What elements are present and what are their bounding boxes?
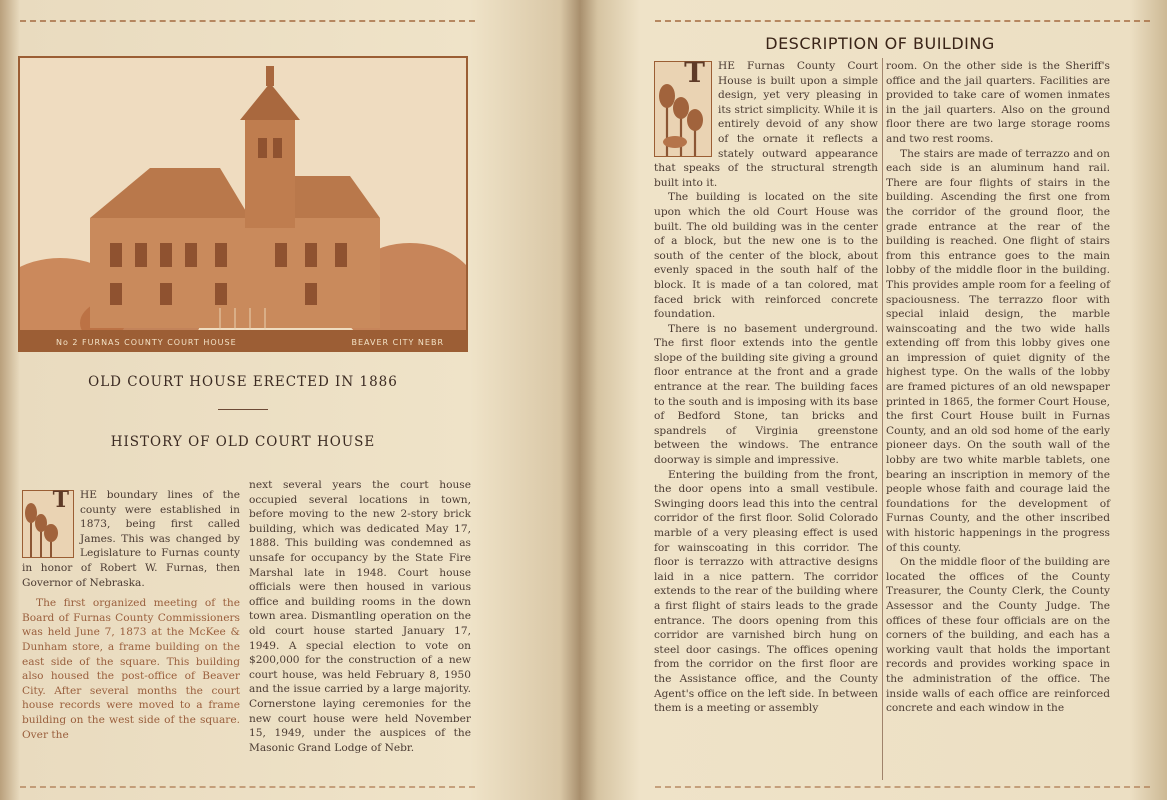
photo-caption-left: No 2 FURNAS COUNTY COURT HOUSE [56, 338, 237, 347]
description-paragraph-1: HE Furnas County Court House is built upon a simple design, yet very pleasing in its strict simplicity. While it is entirely devoid of any show of the ornate it reflects a stately outward appearance that speaks of the structural strength built into it. [654, 60, 878, 189]
history-column-2 [249, 478, 471, 755]
history-paragraph-2: The first organized meeting of the Board of Furnas County Commissioners was held June 7, 1873 at the McKee & Dunham store, a frame building on the east side of the square. This building also housed the post-office of Beaver City. After several months the court house records were moved to a frame building on the west side of the square. Over the [22, 597, 240, 741]
initial-letter: T [684, 56, 705, 89]
top-rule-left [20, 20, 475, 22]
description-paragraph-3: There is no basement underground. The first floor extends into the gentle slope of the building site giving a ground floor entrance at the front and a grade entrance at the rear. The building faces to the south and is imposing with its base of Bedford Stone, tan bricks and spandrels of Virginia greenstone between the windows. The entrance doorway is simple and impressive. [654, 322, 878, 467]
drop-cap-t-history [22, 487, 74, 558]
description-column-2 [886, 59, 1110, 716]
history-column-1 [22, 488, 240, 742]
history-paragraph-3: next several years the court house occupied several locations in town, before moving to the new 2-story brick building, which was dedicated May 17, 1888. This building was condemned as unsafe for occupancy by the State Fire Marshal late in 1948. Court house officials were then housed in various office and building rooms in the down town area. Dismantling operation on the old court house started January 17, 1949. A special election to vote on $200,000 for the construction of a new court house, was held February 8, 1950 and the issue carried by a large majority. Cornerstone laying ceremonies for the new court house were held November 15, 1949, under the auspices of the Masonic Grand Lodge of Nebr. [249, 479, 471, 754]
description-column-1 [654, 56, 878, 716]
courthouse-illustration [20, 58, 466, 350]
top-rule-right [655, 20, 1150, 22]
initial-letter: T [52, 487, 69, 513]
bottom-rule-right [655, 786, 1150, 788]
courthouse-photo [18, 56, 468, 352]
history-paragraph-1: HE boundary lines of the county were established in 1873, being first called James. This was changed by Legislature to Furnas county in honor of Robert W. Furnas, then Governor of Nebraska. [22, 489, 240, 589]
description-paragraph-2: The building is located on the site upon which the old Court House was built. The old building was in the center of a block, but the new one is to the south of the center of the block, about evenly spaced in the south half of the block. It is made of a tan colored, mat faced brick with reinforced concrete foundation. [654, 191, 878, 321]
description-paragraph-4: Entering the building from the front, the door opens into a small vestibule. Swinging doors lead this into the central corridor of the first floor. Solid Colorado marble of a very pleasing effect is used for wainscoating in this corridor. The floor is terrazzo with attractive designs laid in a nice pattern. The corridor extends to the rear of the building where a first flight of stairs leads to the grade entrance. The doors opening from this corridor are varnished birch hung on steel door casings. The offices opening from the corridor on the first floor are the Assistance office, and the County Agent's office on the left side. In between them is a meeting or assembly [654, 468, 878, 715]
description-paragraph-6: The stairs are made of terrazzo and on each side is an aluminum hand rail. There are four flights of stairs in the building. Ascending the first one from the corridor of the ground floor, the grade entrance at the rear of the building is reached. One flight of stairs from this entrance goes to the main lobby of the middle floor in the building. This provides ample room for a feeling of spaciousness. The terrazzo floor with special inlaid design, the marble wainscoating and the two wide halls extending off from this lobby gives one an impression of quiet dignity of the highest type. On the walls of the lobby are framed pictures of an old newspaper printed in 1865, the former Court House, the first Court House built in Furnas County, and an old sod home of the early pioneer days. On the south wall of the lobby are two white marble tablets, one bearing an inscription in memory of the people whose faith and courage laid the foundations for the development of Furnas County, and the other inscribed with historic happenings in the progress of this county. [886, 147, 1110, 554]
photo-caption-right: BEAVER CITY NEBR [351, 338, 444, 347]
old-court-house-heading: OLD COURT HOUSE ERECTED IN 1886 [88, 374, 398, 390]
history-heading: HISTORY OF OLD COURT HOUSE [110, 434, 376, 450]
description-title: DESCRIPTION OF BUILDING [765, 34, 995, 53]
column-divider [882, 58, 883, 780]
bottom-rule-left [20, 786, 475, 788]
description-paragraph-5: room. On the other side is the Sheriff's office and the jail quarters. Facilities are provided to take care of women inmates in the jail quarters. Also on the ground floor there are two large storage rooms and two rest rooms. [886, 60, 1110, 145]
drop-cap-t-description [654, 56, 712, 157]
heading-separator [218, 409, 268, 410]
description-paragraph-7: On the middle floor of the building are located the offices of the County Treasurer, the County Clerk, the County Assessor and the County Judge. The offices of these four officials are on the corners of the building, and each has a working vault that holds the important records and provides working space in the administration of the office. The inside walls of each office are reinforced concrete and each window in the [886, 556, 1110, 715]
